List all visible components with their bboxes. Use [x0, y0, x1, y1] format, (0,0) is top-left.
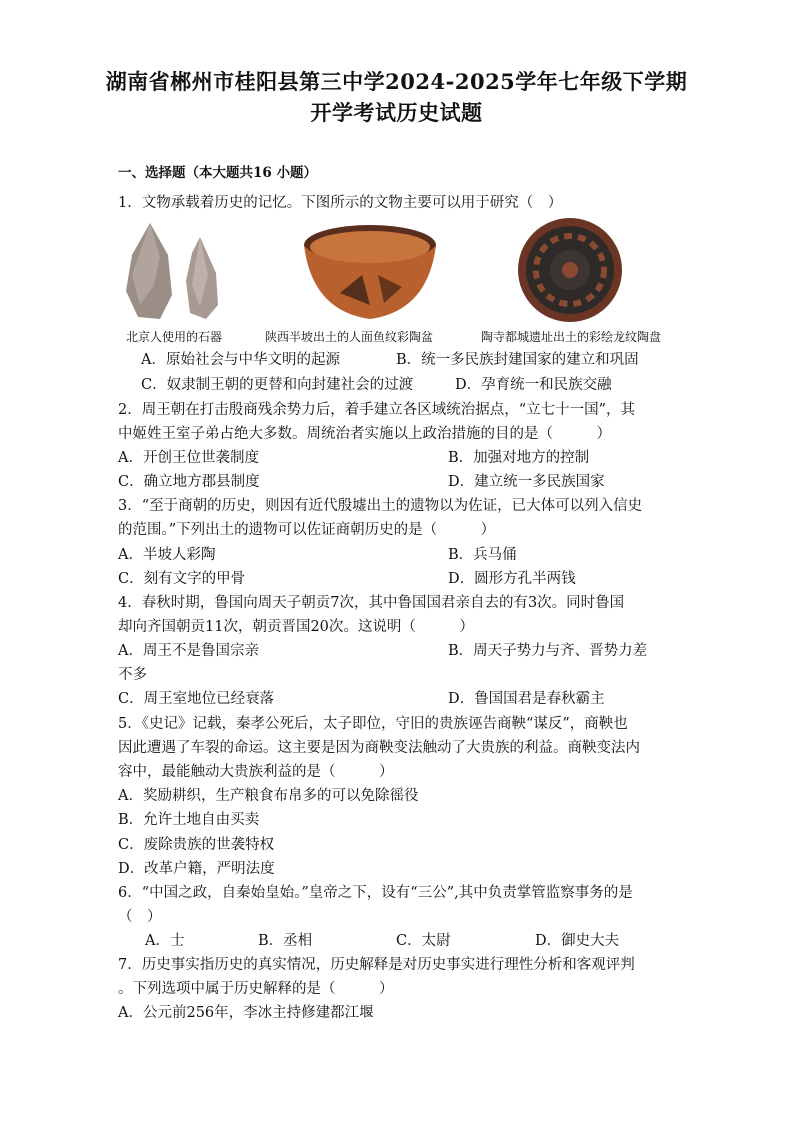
q4-stem-line1: 4．春秋时期，鲁国向周天子朝贡7次，其中鲁国国君亲自去的有3次。同时鲁国	[118, 595, 625, 611]
q5-option-c: C．废除贵族的世袭特权	[118, 837, 275, 853]
q3-stem-line1: 3．“至于商朝的历史，则因有近代殷墟出土的遗物以为佐证，已大体可以列入信史	[118, 498, 643, 514]
q4-option-b-cont: 不多	[118, 667, 147, 683]
q6-option-c: C．太尉	[396, 933, 451, 949]
painted-pottery-basin-image	[300, 215, 440, 325]
q7-stem-line2: 。下列选项中属于历史解释的是（ ）	[118, 981, 394, 997]
q4-option-a: A．周王不是鲁国宗亲	[118, 643, 259, 659]
q5-stem-line1: 5．《史记》记载，秦孝公死后，太子即位，守旧的贵族诬告商鞅“谋反”，商鞅也	[118, 716, 628, 732]
q4-stem-line2: 却向齐国朝贡11次，朝贡晋国20次。这说明（ ）	[118, 619, 474, 635]
q4-option-c: C．周王室地位已经衰落	[118, 691, 275, 707]
q2-option-d: D．建立统一多民族国家	[448, 474, 605, 490]
stone-tools-image	[120, 215, 225, 325]
q2-option-c: C．确立地方郡县制度	[118, 474, 260, 490]
exam-title-line1: 湖南省郴州市桂阳县第三中学2024-2025学年七年级下学期	[105, 69, 688, 94]
caption-dragon-plate: 陶寺都城遗址出土的彩绘龙纹陶盘	[481, 330, 662, 344]
q2-stem-line2: 中姬姓王室子弟占绝大多数。周统治者实施以上政治措施的目的是（ ）	[118, 426, 611, 442]
q2-stem-line1: 2．周王朝在打击殷商残余势力后，着手建立各区域统治据点，“立七十一国”，其	[118, 402, 636, 418]
q3-option-d: D．圆形方孔半两钱	[448, 571, 576, 587]
q6-option-d: D．御史大夫	[535, 933, 620, 949]
q5-option-a: A．奖励耕织，生产粮食布帛多的可以免除徭役	[118, 788, 419, 804]
dragon-pattern-plate-image	[505, 215, 635, 325]
exam-title-line2: 开学考试历史试题	[310, 100, 483, 125]
q1-option-b: B．统一多民族封建国家的建立和巩固	[396, 352, 639, 368]
q5-stem-line3: 容中，最能触动大贵族利益的是（ ）	[118, 764, 394, 780]
q4-option-b: B．周天子势力与齐、晋势力差	[448, 643, 648, 659]
q3-option-b: B．兵马俑	[448, 547, 517, 563]
q2-option-a: A．开创王位世袭制度	[118, 450, 259, 466]
q7-option-a: A．公元前256年，李冰主持修建都江堰	[118, 1005, 374, 1021]
q2-option-b: B．加强对地方的控制	[448, 450, 590, 466]
q5-option-d: D．改革户籍，严明法度	[118, 861, 275, 877]
q1-option-a: A．原始社会与中华文明的起源	[141, 352, 340, 368]
section-heading: 一、选择题（本大题共16 小题）	[118, 165, 317, 181]
q3-option-c: C．刻有文字的甲骨	[118, 571, 246, 587]
q7-stem-line1: 7．历史事实指历史的真实情况，历史解释是对历史事实进行理性分析和客观评判	[118, 957, 635, 973]
q5-option-b: B．允许土地自由买卖	[118, 812, 260, 828]
q3-stem-line2: 的范围。”下列出土的遗物可以佐证商朝历史的是（ ）	[118, 522, 496, 538]
q6-stem-line2: （ ）	[118, 909, 162, 925]
q6-stem-line1: 6．“中国之政，自秦始皇始。”皇帝之下，设有“三公”,其中负责掌管监察事务的是	[118, 885, 633, 901]
q3-option-a: A．半坡人彩陶	[118, 547, 216, 563]
q1-option-c: C．奴隶制王朝的更替和向封建社会的过渡	[141, 377, 414, 393]
q6-option-a: A．士	[145, 933, 185, 949]
q6-option-b: B．丞相	[258, 933, 313, 949]
caption-stone-tools: 北京人使用的石器	[126, 330, 223, 344]
q4-option-d: D．鲁国国君是春秋霸主	[448, 691, 605, 707]
caption-pottery-basin: 陕西半坡出土的人面鱼纹彩陶盆	[265, 330, 434, 344]
q1-stem: 1．文物承载着历史的记忆。下图所示的文物主要可以用于研究（ ）	[118, 195, 563, 211]
q1-option-d: D．孕育统一和民族交融	[455, 377, 612, 393]
q5-stem-line2: 因此遭遇了车裂的命运。这主要是因为商鞅变法触动了大贵族的利益。商鞅变法内	[118, 740, 640, 756]
